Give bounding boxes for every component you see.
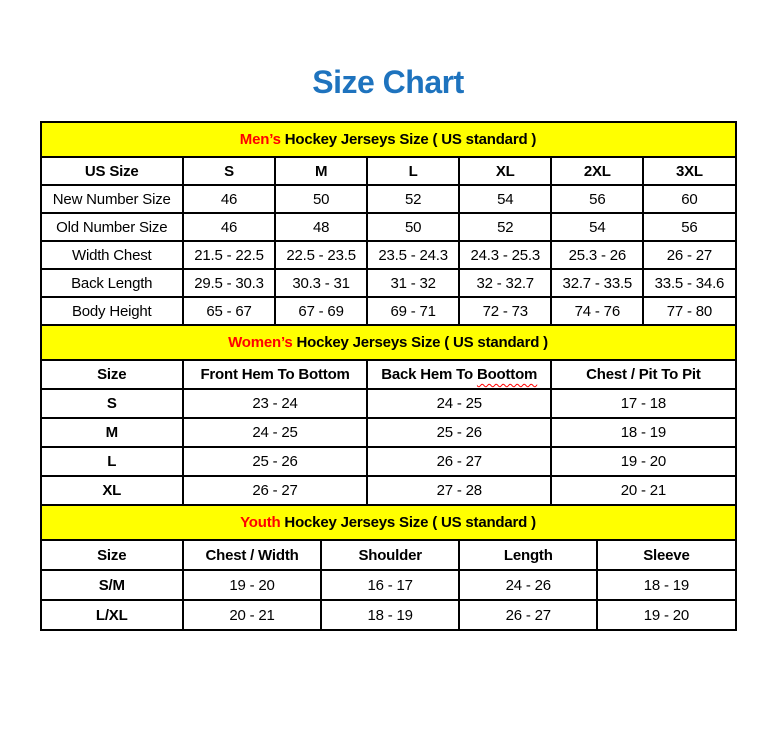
value-cell: 32 - 32.7 <box>459 269 551 297</box>
value-cell: 77 - 80 <box>643 297 735 325</box>
value-cell: 19 - 20 <box>597 600 735 630</box>
column-header-cell: Chest / Pit To Pit <box>551 360 735 389</box>
value-cell: 19 - 20 <box>183 570 321 600</box>
size-chart-page <box>0 64 776 756</box>
value-cell: 16 - 17 <box>321 570 459 600</box>
value-cell: 74 - 76 <box>551 297 643 325</box>
womens-section-band-row <box>41 325 736 360</box>
value-cell: 23.5 - 24.3 <box>367 241 459 269</box>
column-header-cell: L <box>367 157 459 185</box>
mens-section-highlight: Men’s <box>239 131 281 148</box>
mens-section-header <box>41 122 736 157</box>
row-label-cell: New Number Size <box>41 185 183 213</box>
column-header-cell: US Size <box>41 157 183 185</box>
column-header-cell: 3XL <box>643 157 735 185</box>
womens-section-highlight: Women’s <box>228 334 293 351</box>
value-cell: 22.5 - 23.5 <box>275 241 367 269</box>
column-header-cell: Back Hem To Boottom <box>367 360 551 389</box>
value-cell: 60 <box>643 185 735 213</box>
column-header-cell: Sleeve <box>597 540 735 570</box>
value-cell: 29.5 - 30.3 <box>183 269 275 297</box>
table-row <box>41 476 736 505</box>
value-cell: 25 - 26 <box>183 447 367 476</box>
column-header-cell: S <box>183 157 275 185</box>
column-header-cell: Shoulder <box>321 540 459 570</box>
table-row <box>41 418 736 447</box>
mens-column-header-row <box>41 157 736 185</box>
size-chart-tables <box>40 121 737 631</box>
row-label-cell: S/M <box>41 570 183 600</box>
value-cell: 48 <box>275 213 367 241</box>
womens-column-header-row <box>41 360 736 389</box>
value-cell: 46 <box>183 213 275 241</box>
row-label-cell: S <box>41 389 183 418</box>
value-cell: 24 - 26 <box>459 570 597 600</box>
value-cell: 18 - 19 <box>597 570 735 600</box>
youth-section-highlight: Youth <box>240 514 281 531</box>
table-row <box>41 570 736 600</box>
value-cell: 20 - 21 <box>183 600 321 630</box>
value-cell: 30.3 - 31 <box>275 269 367 297</box>
row-label-cell: Body Height <box>41 297 183 325</box>
value-cell: 72 - 73 <box>459 297 551 325</box>
row-label-cell: XL <box>41 476 183 505</box>
value-cell: 46 <box>183 185 275 213</box>
mens-section-title-rest: Hockey Jerseys Size ( US standard ) <box>280 131 537 148</box>
row-label-cell: L/XL <box>41 600 183 630</box>
youth-section-header <box>41 505 736 540</box>
column-header-cell: Length <box>459 540 597 570</box>
mens-size-table <box>40 121 737 326</box>
value-cell: 27 - 28 <box>367 476 551 505</box>
womens-size-table <box>40 324 737 506</box>
column-header-cell: 2XL <box>551 157 643 185</box>
value-cell: 50 <box>275 185 367 213</box>
value-cell: 65 - 67 <box>183 297 275 325</box>
column-header-cell: Front Hem To Bottom <box>183 360 367 389</box>
value-cell: 24 - 25 <box>367 389 551 418</box>
row-label-cell: Old Number Size <box>41 213 183 241</box>
value-cell: 24 - 25 <box>183 418 367 447</box>
value-cell: 50 <box>367 213 459 241</box>
column-header-cell: XL <box>459 157 551 185</box>
value-cell: 54 <box>459 185 551 213</box>
page-title: Size Chart <box>312 64 464 100</box>
youth-column-header-row <box>41 540 736 570</box>
value-cell: 23 - 24 <box>183 389 367 418</box>
womens-section-header <box>41 325 736 360</box>
youth-size-table <box>40 504 737 631</box>
value-cell: 56 <box>643 213 735 241</box>
value-cell: 26 - 27 <box>367 447 551 476</box>
mens-section-band-row <box>41 122 736 157</box>
value-cell: 21.5 - 22.5 <box>183 241 275 269</box>
youth-section-band-row <box>41 505 736 540</box>
table-row <box>41 185 736 213</box>
table-row <box>41 600 736 630</box>
value-cell: 25 - 26 <box>367 418 551 447</box>
value-cell: 19 - 20 <box>551 447 735 476</box>
table-row <box>41 447 736 476</box>
table-row <box>41 213 736 241</box>
value-cell: 56 <box>551 185 643 213</box>
value-cell: 26 - 27 <box>183 476 367 505</box>
womens-section-title-rest: Hockey Jerseys Size ( US standard ) <box>292 334 548 351</box>
value-cell: 20 - 21 <box>551 476 735 505</box>
value-cell: 17 - 18 <box>551 389 735 418</box>
table-row <box>41 389 736 418</box>
column-header-cell: M <box>275 157 367 185</box>
misspelled-word: Boottom <box>476 366 538 383</box>
value-cell: 52 <box>459 213 551 241</box>
youth-section-title-rest: Hockey Jerseys Size ( US standard ) <box>280 514 536 531</box>
column-header-cell: Size <box>41 540 183 570</box>
value-cell: 52 <box>367 185 459 213</box>
column-header-cell: Chest / Width <box>183 540 321 570</box>
value-cell: 69 - 71 <box>367 297 459 325</box>
value-cell: 25.3 - 26 <box>551 241 643 269</box>
row-label-cell: Back Length <box>41 269 183 297</box>
value-cell: 26 - 27 <box>459 600 597 630</box>
value-cell: 26 - 27 <box>643 241 735 269</box>
value-cell: 33.5 - 34.6 <box>643 269 735 297</box>
value-cell: 67 - 69 <box>275 297 367 325</box>
row-label-cell: L <box>41 447 183 476</box>
row-label-cell: Width Chest <box>41 241 183 269</box>
value-cell: 18 - 19 <box>551 418 735 447</box>
value-cell: 54 <box>551 213 643 241</box>
table-row <box>41 297 736 325</box>
row-label-cell: M <box>41 418 183 447</box>
column-header-cell: Size <box>41 360 183 389</box>
value-cell: 32.7 - 33.5 <box>551 269 643 297</box>
value-cell: 18 - 19 <box>321 600 459 630</box>
table-row <box>41 241 736 269</box>
value-cell: 24.3 - 25.3 <box>459 241 551 269</box>
table-row <box>41 269 736 297</box>
value-cell: 31 - 32 <box>367 269 459 297</box>
